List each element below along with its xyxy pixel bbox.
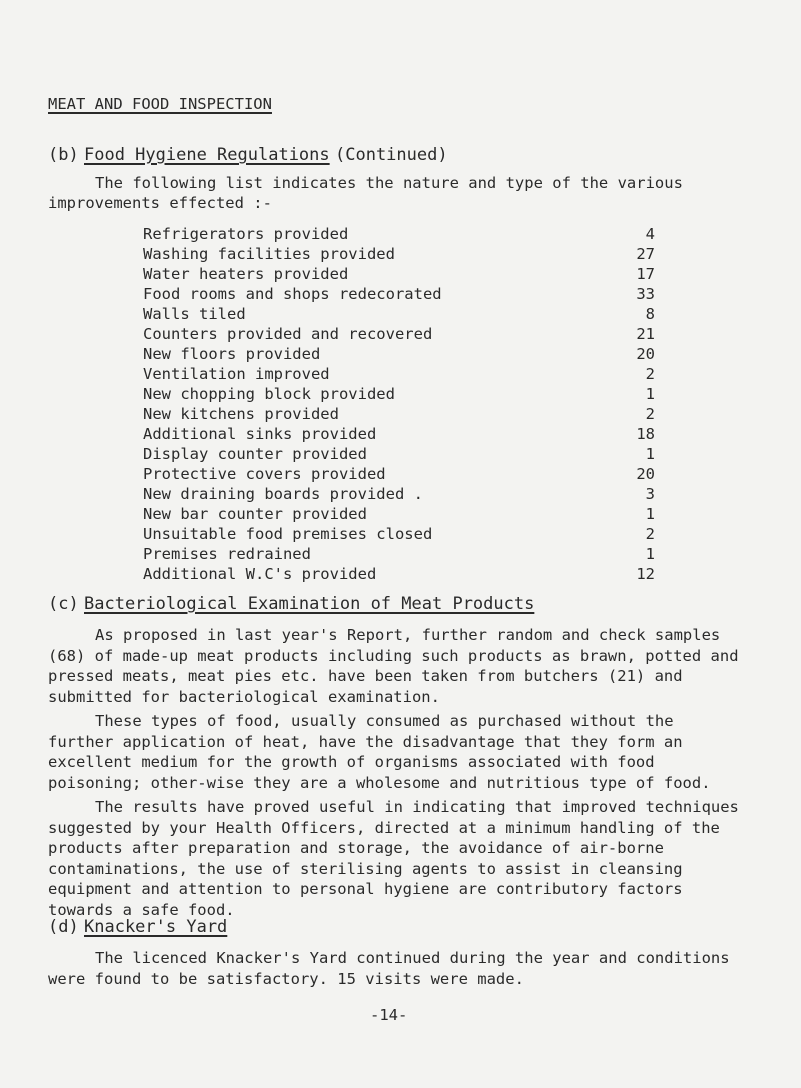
item-count: 1 xyxy=(645,385,655,403)
item-count: 12 xyxy=(636,565,655,583)
section-b-title: Food Hygiene Regulations xyxy=(84,145,330,165)
list-item xyxy=(143,425,655,443)
item-label: New kitchens provided xyxy=(143,405,339,423)
list-item xyxy=(143,265,655,283)
section-d-paragraph-1: The licenced Knacker's Yard continued during the year and conditions were found to be satisfactory. 15 visits were made. xyxy=(48,949,730,988)
item-label: New draining boards provided . xyxy=(143,485,423,503)
list-item xyxy=(143,385,655,403)
list-item xyxy=(143,225,655,243)
item-count: 33 xyxy=(636,285,655,303)
item-count: 1 xyxy=(645,445,655,463)
item-count: 8 xyxy=(645,305,655,323)
item-label: Walls tiled xyxy=(143,305,246,323)
item-label: New chopping block provided xyxy=(143,385,395,403)
item-label: Counters provided and recovered xyxy=(143,325,433,343)
list-item xyxy=(143,285,655,303)
list-item xyxy=(143,345,655,363)
item-count: 20 xyxy=(636,345,655,363)
item-label: Refrigerators provided xyxy=(143,225,349,243)
list-item xyxy=(143,445,655,463)
item-label: Unsuitable food premises closed xyxy=(143,525,433,543)
list-item xyxy=(143,545,655,563)
item-label: Ventilation improved xyxy=(143,365,330,383)
list-item xyxy=(143,305,655,323)
intro-line-1: The following list indicates the nature and type of the various xyxy=(95,174,683,192)
section-d-marker: (d) xyxy=(48,917,79,937)
list-item xyxy=(143,505,655,523)
item-label: New floors provided xyxy=(143,345,321,363)
intro-line-2: improvements effected :- xyxy=(48,194,272,212)
item-label: Additional W.C's provided xyxy=(143,565,377,583)
item-label: Washing facilities provided xyxy=(143,245,395,263)
item-count: 2 xyxy=(645,365,655,383)
section-d-title: Knacker's Yard xyxy=(84,917,228,937)
section-c-marker: (c) xyxy=(48,594,79,614)
item-count: 3 xyxy=(645,485,655,503)
item-label: Additional sinks provided xyxy=(143,425,377,443)
section-c-paragraph-3: The results have proved useful in indicating that improved techniques suggested by your Health Officers, directed at a minimum handling of the products after preparation and storage, the avoidance of air-borne contaminations, the use of sterilising agents to assist in cleansing equipment and attention to personal hygiene are contributory factors towards a safe food. xyxy=(48,798,739,919)
section-b-marker: (b) xyxy=(48,145,79,165)
section-c-paragraph-2: These types of food, usually consumed as purchased without the further application of heat, have the disadvantage that they form an excellent medium for the growth of organisms associated with food poisoning; other-wise they are a wholesome and nutritious type of food. xyxy=(48,712,711,792)
list-item xyxy=(143,485,655,503)
item-count: 18 xyxy=(636,425,655,443)
section-b-suffix: (Continued) xyxy=(335,145,448,165)
item-count: 17 xyxy=(636,265,655,283)
item-count: 1 xyxy=(645,545,655,563)
item-count: 1 xyxy=(645,505,655,523)
item-count: 21 xyxy=(636,325,655,343)
page-number: -14- xyxy=(370,1006,408,1024)
item-label: Display counter provided xyxy=(143,445,367,463)
list-item xyxy=(143,465,655,483)
item-count: 2 xyxy=(645,525,655,543)
list-item xyxy=(143,245,655,263)
item-label: Protective covers provided xyxy=(143,465,386,483)
section-c-paragraph-1: As proposed in last year's Report, further random and check samples (68) of made-up meat products including such products as brawn, potted and pressed meats, meat pies etc. have been taken from butchers (21) and submitted for bacteriological examination. xyxy=(48,626,739,706)
list-item xyxy=(143,565,655,583)
page-heading: MEAT AND FOOD INSPECTION xyxy=(48,95,272,113)
list-item xyxy=(143,525,655,543)
item-label: New bar counter provided xyxy=(143,505,367,523)
item-label: Premises redrained xyxy=(143,545,311,563)
item-label: Food rooms and shops redecorated xyxy=(143,285,442,303)
item-count: 27 xyxy=(636,245,655,263)
item-count: 4 xyxy=(645,225,655,243)
list-item xyxy=(143,365,655,383)
list-item xyxy=(143,405,655,423)
item-count: 20 xyxy=(636,465,655,483)
list-item xyxy=(143,325,655,343)
item-label: Water heaters provided xyxy=(143,265,349,283)
item-count: 2 xyxy=(645,405,655,423)
section-c-title: Bacteriological Examination of Meat Products xyxy=(84,594,535,614)
